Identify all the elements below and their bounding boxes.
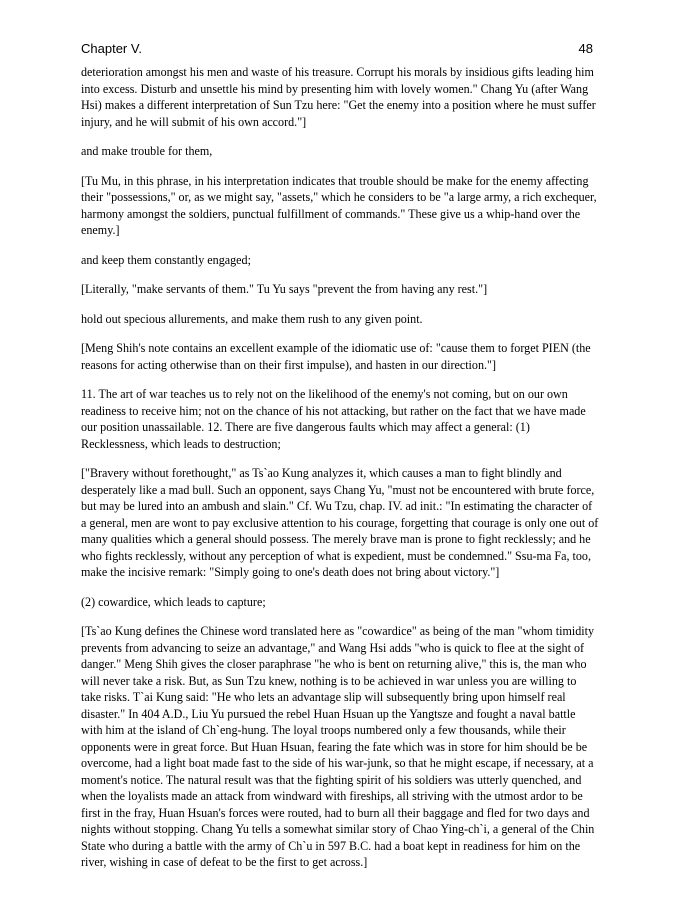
running-header: [81, 41, 593, 59]
paragraph: [Tu Mu, in this phrase, in his interpretation indicates that trouble should be make for the enemy affecting their "possessions," or, as we might say, "assets," which he considers to be "a large army, a rich exchequer, harmony amongst the soldiers, punctual fulfillment of commands." These give us a whip-hand over the enemy.]: [81, 173, 597, 237]
body-text: [81, 64, 599, 884]
chapter-title: Chapter V.: [81, 41, 142, 56]
paragraph: deterioration amongst his men and waste of his treasure. Corrupt his morals by insidious gifts leading him into excess. Disturb and unsettle his mind by presenting him with lovely women." Chang Yu (after Wang Hsi) makes a different interpretation of Sun Tzu here: "Get the enemy into a position where he must suffer injury, and he will submit of his own accord."]: [81, 65, 596, 129]
paragraph: [Ts`ao Kung defines the Chinese word translated here as "cowardice" as being of the man "whom timidity prevents from advancing to seize an advantage," and Wang Hsi adds "who is quick to flee at the sight of danger." Meng Shih gives the closer paraphrase "he who is bent on returning alive," this is, the man who will never take a risk. But, as Sun Tzu knew, nothing is to be achieved in war unless you are willing to take risks. T`ai Kung said: "He who lets an advantage slip will subsequently bring upon himself real disaster." In 404 A.D., Liu Yu pursued the rebel Huan Hsuan up the Yangtsze and fought a naval battle with him at the island of Ch`eng-hung. The loyal troops numbered only a few thousands, while their opponents were in great force. But Huan Hsuan, fearing the fate which was in store for him should be be overcome, had a light boat made fast to the side of his war-junk, so that he might escape, if necessary, at a moment's notice. The natural result was that the fighting spirit of his soldiers was utterly quenched, and when the loyalists made an attack from windward with fireships, all striving with the utmost ardor to be first in the fray, Huan Hsuan's forces were routed, had to burn all their baggage and fled for two days and nights without stopping. Chang Yu tells a somewhat similar story of Chao Ying-ch`i, a general of the Chin State who during a battle with the army of Ch`u in 597 B.C. had a boat kept in readiness for him on the river, wishing in case of defeat to be the first to get across.]: [81, 624, 595, 869]
paragraph: 11. The art of war teaches us to rely not on the likelihood of the enemy's not coming, but on our own readiness to receive him; not on the chance of his not attacking, but rather on the fact that we have made our position unassailable. 12. There are five dangerous faults which may affect a general: (1) Recklessness, which leads to destruction;: [81, 387, 586, 451]
paragraph: hold out specious allurements, and make them rush to any given point.: [81, 311, 423, 326]
paragraph: ["Bravery without forethought," as Ts`ao Kung analyzes it, which causes a man to fight blindly and desperately like a mad bull. Such an opponent, says Chang Yu, "must not be encountered with brute force, but may be lured into an ambush and slain." Cf. Wu Tzu, chap. IV. ad init.: "In estimating the character of a general, men are wont to pay exclusive attention to his courage, forgetting that courage is only one out of many qualities which a general should possess. The merely brave man is prone to fight recklessly; and he who fights recklessly, without any perception of what is expedient, must be condemned." Ssu-ma Fa, too, make the incisive remark: "Simply going to one's death does not bring about victory."]: [81, 466, 599, 579]
paragraph: [Meng Shih's note contains an excellent example of the idiomatic use of: "cause them to forget PIEN (the reasons for acting otherwise than on their first impulse), and hasten in our direction."]: [81, 341, 591, 372]
page-number: 48: [578, 41, 593, 56]
paragraph: and keep them constantly engaged;: [81, 252, 251, 267]
paragraph: and make trouble for them,: [81, 144, 213, 158]
paragraph: (2) cowardice, which leads to capture;: [81, 594, 266, 609]
paragraph: [Literally, "make servants of them." Tu Yu says "prevent the from having any rest."]: [81, 282, 488, 296]
